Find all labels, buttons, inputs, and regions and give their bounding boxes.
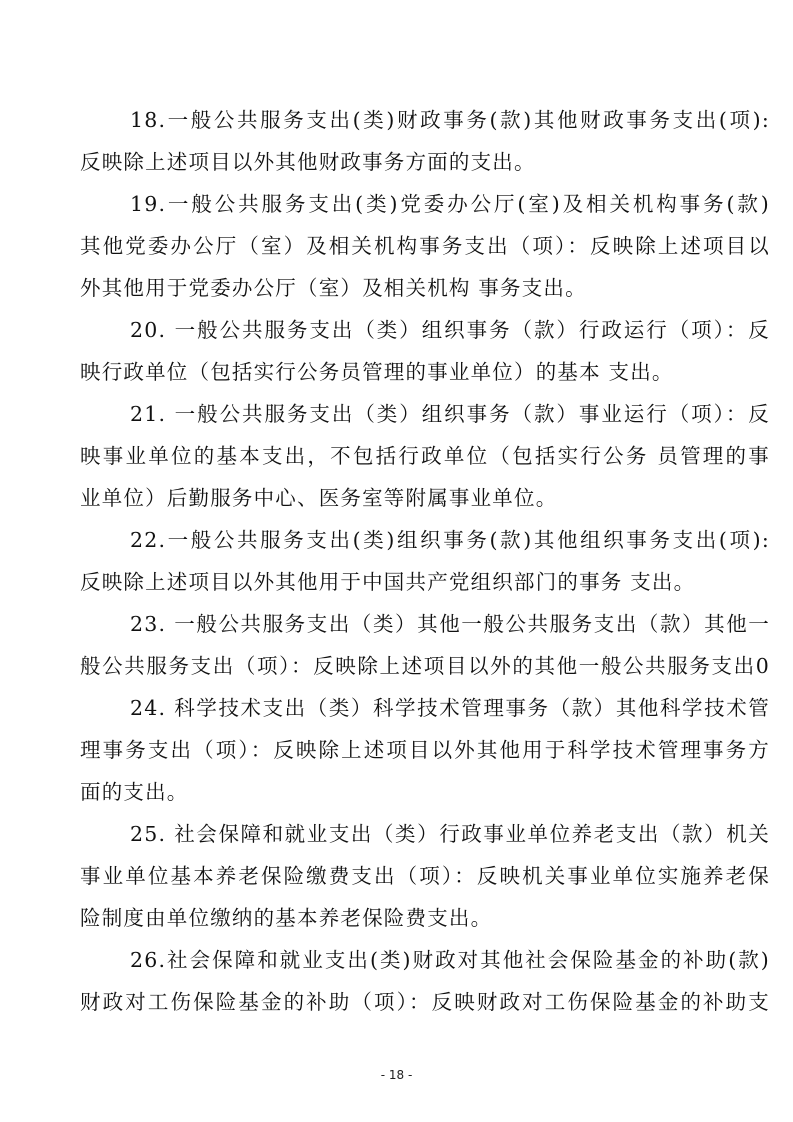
paragraph-21-line-3: 业单位）后勤服务中心、医务室等附属事业单位。 [80, 486, 558, 510]
page-number: - 18 - [380, 1068, 413, 1082]
paragraph-26-line-2: 财政对工伤保险基金的补助（项）：反映财政对工伤保险基金的补助支 [80, 990, 770, 1014]
paragraph-19-line-1: 19.一般公共服务支出(类)党委办公厅(室)及相关机构事务(款) [130, 192, 770, 216]
paragraph-24-line-2: 理事务支出（项）：反映除上述项目以外其他用于科学技术管理事务方 [80, 738, 770, 762]
paragraph-22-line-1: 22.一般公共服务支出(类)组织事务(款)其他组织事务支出(项): [130, 528, 770, 552]
paragraph-20-line-1: 20. 一般公共服务支出（类）组织事务（款）行政运行（项）：反 [130, 318, 770, 342]
paragraph-25-line-1: 25. 社会保障和就业支出（类）行政事业单位养老支出（款）机关 [130, 822, 770, 846]
paragraph-19-line-3: 外其他用于党委办公厅（室）及相关机构 事务支出。 [80, 276, 587, 300]
paragraph-20-line-2: 映行政单位（包括实行公务员管理的事业单位）的基本 支出。 [80, 360, 674, 384]
paragraph-22-line-2: 反映除上述项目以外其他用于中国共产党组织部门的事务 支出。 [80, 570, 696, 594]
paragraph-18-line-1: 18.一般公共服务支出(类)财政事务(款)其他财政事务支出(项): [130, 108, 770, 132]
paragraph-19-line-2: 其他党委办公厅（室）及相关机构事务支出（项）：反映除上述项目以 [80, 234, 770, 258]
paragraph-18-line-2: 反映除上述项目以外其他财政事务方面的支出。 [80, 150, 536, 174]
paragraph-24-line-1: 24. 科学技术支出（类）科学技术管理事务（款）其他科学技术管 [130, 696, 770, 720]
paragraph-25-line-3: 险制度由单位缴纳的基本养老保险费支出。 [80, 906, 493, 930]
paragraph-25-line-2: 事业单位基本养老保险缴费支出（项）：反映机关事业单位实施养老保 [80, 864, 770, 888]
paragraph-26-line-1: 26.社会保障和就业支出(类)财政对其他社会保险基金的补助(款) [130, 948, 770, 972]
paragraph-23-line-2: 般公共服务支出（项）：反映除上述项目以外的其他一般公共服务支出0 [80, 654, 770, 678]
paragraph-23-line-1: 23. 一般公共服务支出（类）其他一般公共服务支出（款）其他一 [130, 612, 770, 636]
paragraph-21-line-2: 映事业单位的基本支出，不包括行政单位（包括实行公务 员管理的事 [80, 444, 770, 468]
paragraph-21-line-1: 21. 一般公共服务支出（类）组织事务（款）事业运行（项）：反 [130, 402, 770, 426]
paragraph-24-line-3: 面的支出。 [80, 780, 189, 804]
